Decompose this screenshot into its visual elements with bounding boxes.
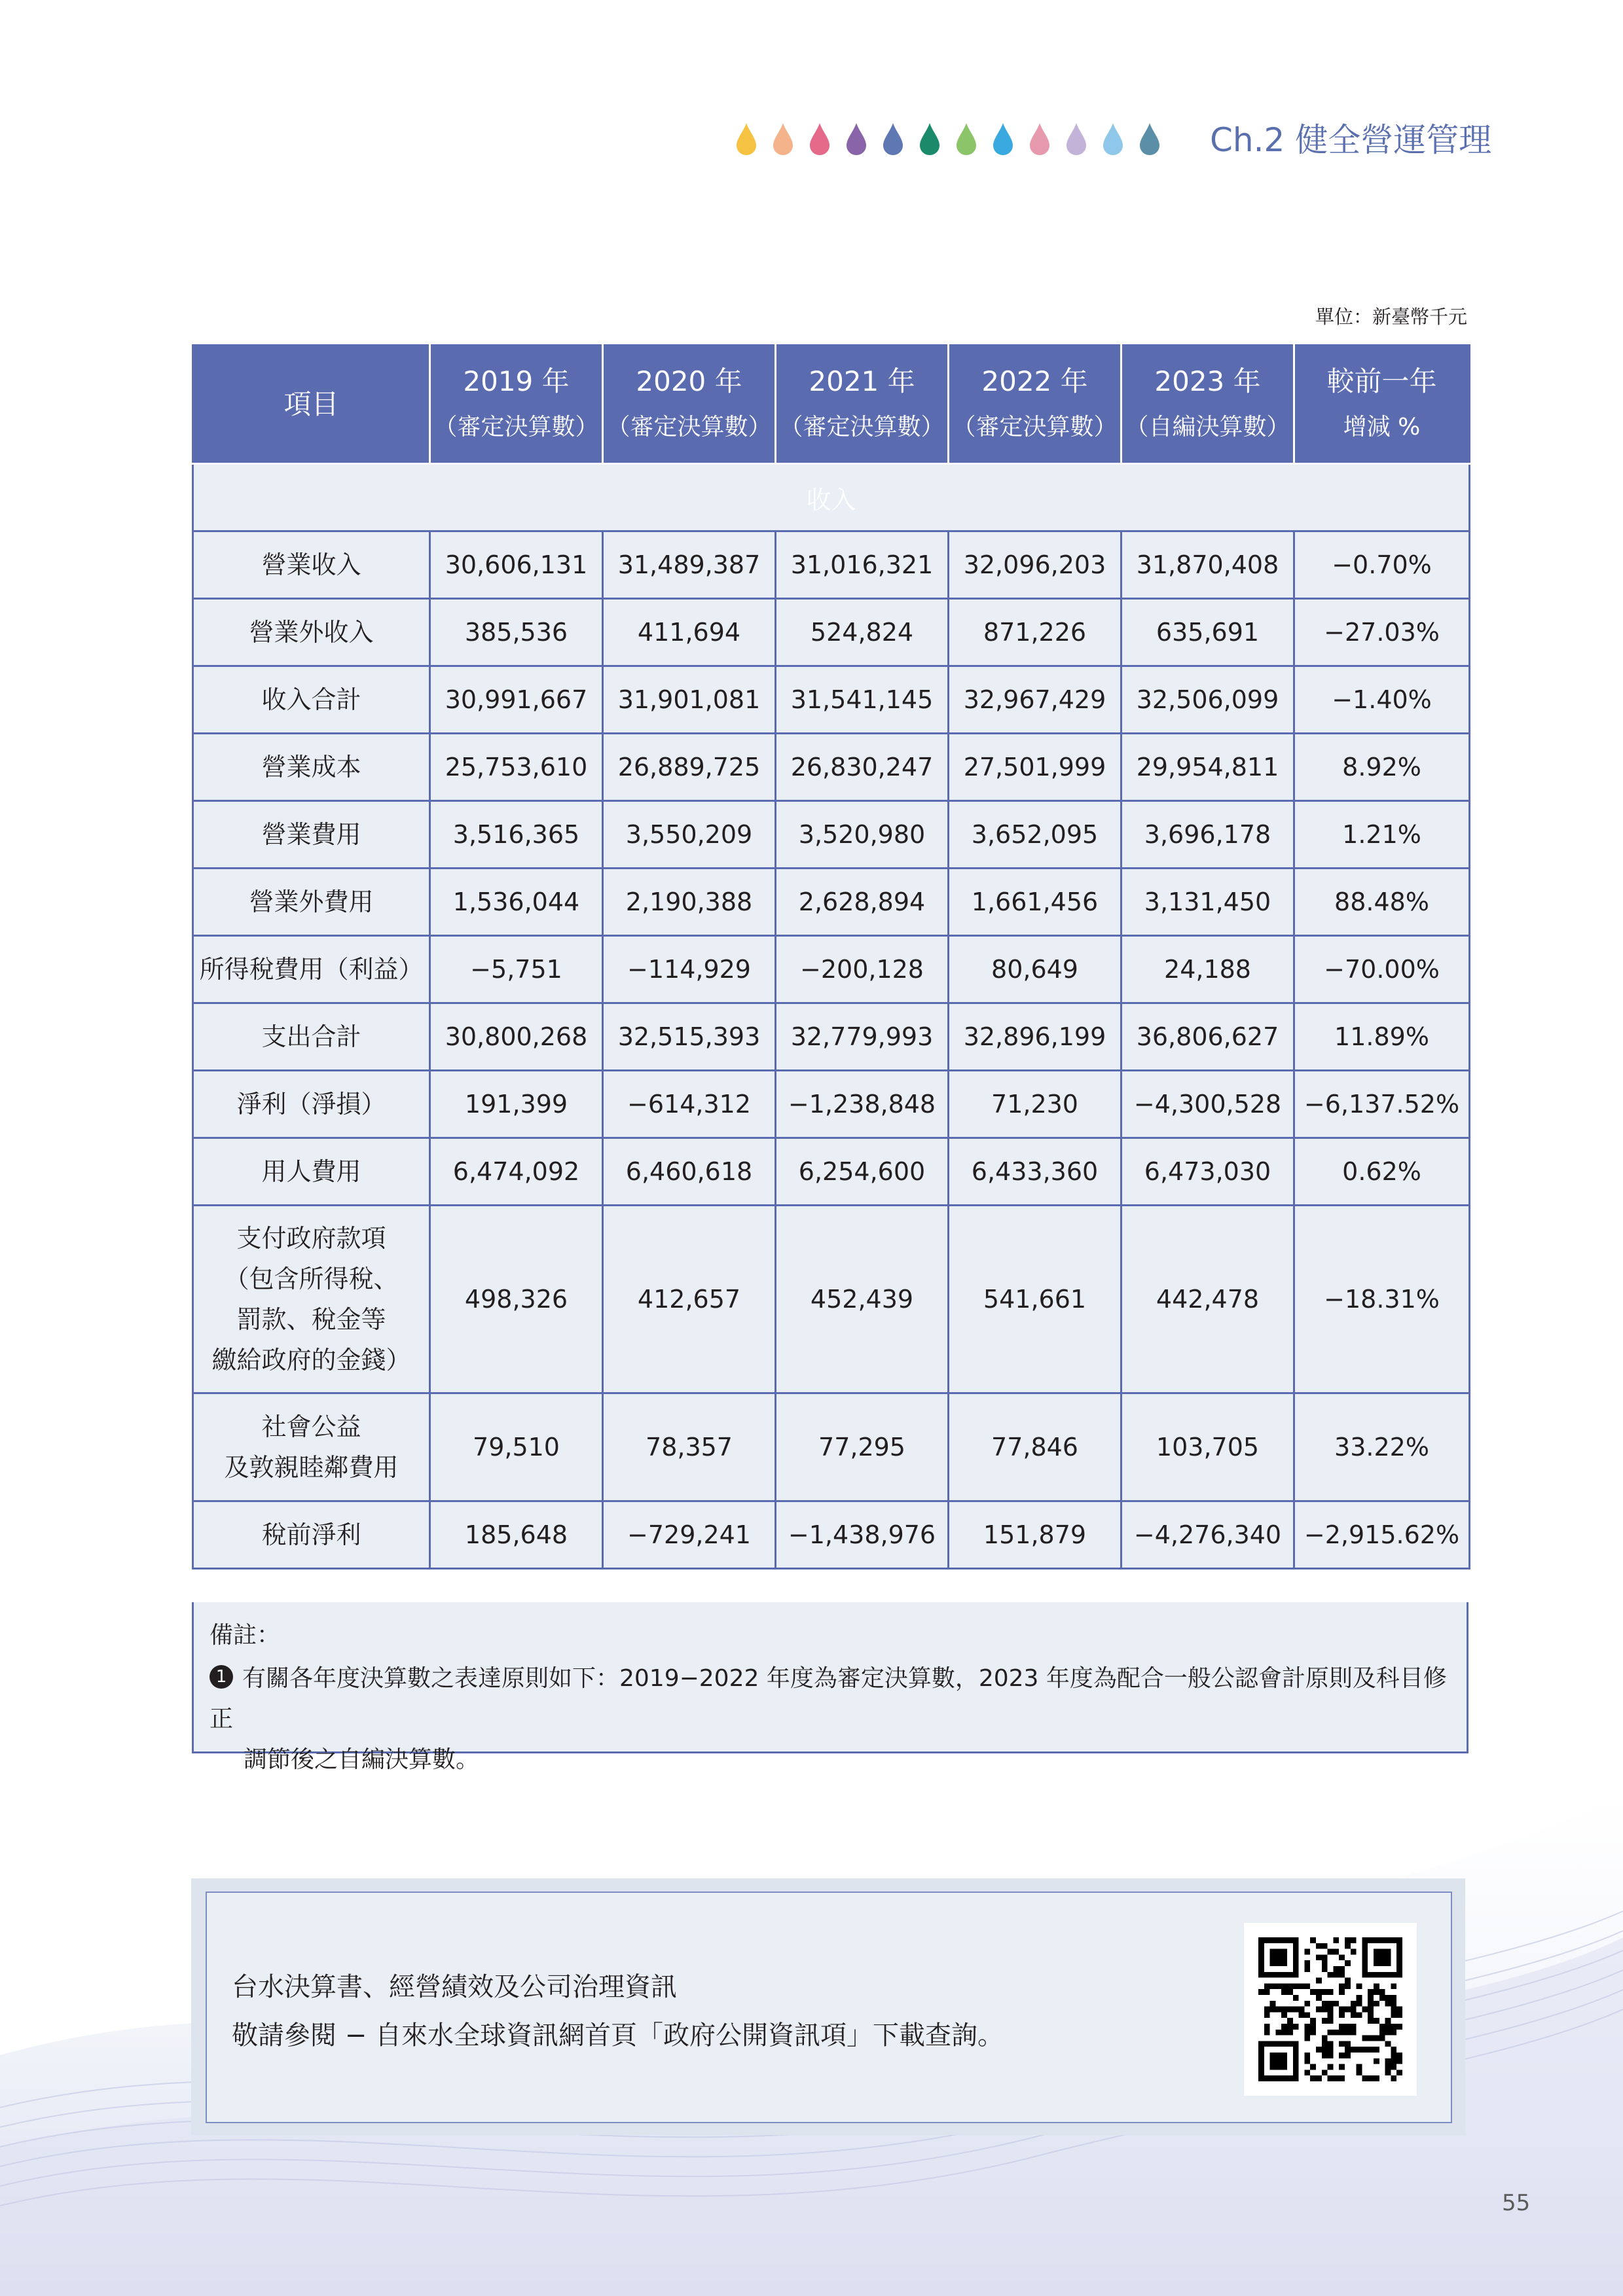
column-header-line1: 2019 年 [463,365,570,397]
row-label [193,869,430,936]
column-header [776,346,949,464]
row-label-line: 及敦親睦鄰費用 [224,1453,399,1482]
water-drop-icon [771,122,795,156]
water-drop-icon [1028,122,1051,156]
water-drop-icon [1101,122,1125,156]
table-cell: 79,510 [430,1393,603,1501]
table-cell: 36,806,627 [1122,1003,1294,1071]
water-drop-icon [1138,122,1161,156]
table-cell: −70.00% [1294,936,1470,1003]
table-cell: 3,520,980 [776,801,949,869]
column-header [603,346,776,464]
table-row [193,869,1470,936]
water-drop-icon [918,122,941,156]
water-drop-icon [1065,122,1088,156]
table-cell: −27.03% [1294,599,1470,666]
table-cell: 1,661,456 [949,869,1122,936]
table-cell: 29,954,811 [1122,734,1294,801]
table-cell: 3,550,209 [603,801,776,869]
table-cell: 31,489,387 [603,531,776,599]
table-cell: 3,652,095 [949,801,1122,869]
table-cell: 871,226 [949,599,1122,666]
table-cell: 524,824 [776,599,949,666]
row-label [193,801,430,869]
table-cell: 3,696,178 [1122,801,1294,869]
water-drop-icon [845,122,868,156]
row-label-line: 收入合計 [261,685,361,714]
qr-code-icon[interactable] [1244,1923,1417,2096]
table-cell: −1.40% [1294,666,1470,734]
row-label [193,1003,430,1071]
column-header [430,346,603,464]
table-cell: −4,276,340 [1122,1501,1294,1569]
table-cell: 385,536 [430,599,603,666]
table-cell: −114,929 [603,936,776,1003]
row-label-line: 罰款、稅金等 [236,1305,386,1334]
table-cell: 1,536,044 [430,869,603,936]
note-text-line1: 有關各年度決算數之表達原則如下：2019−2022 年度為審定決算數，2023 年度為配合一般公認會計原則及科目修正 [210,1665,1447,1732]
row-label-line: 營業費用 [261,820,361,849]
row-label-line: 營業外收入 [249,618,374,647]
notes-title: 備註： [210,1622,281,1649]
row-label [193,1138,430,1206]
water-drop-icon [991,122,1015,156]
table-cell: 2,190,388 [603,869,776,936]
section-row [193,464,1470,531]
table-row [193,599,1470,666]
table-cell: 2,628,894 [776,869,949,936]
table-cell: 33.22% [1294,1393,1470,1501]
table-cell: 31,901,081 [603,666,776,734]
column-header [949,346,1122,464]
table-cell: −6,137.52% [1294,1071,1470,1138]
table-cell: 71,230 [949,1071,1122,1138]
table-row [193,1003,1470,1071]
table-cell: −0.70% [1294,531,1470,599]
column-header [193,346,430,464]
table-cell: 412,657 [603,1206,776,1393]
qr-code-graphic [1258,1937,1402,2081]
info-box [191,1878,1465,2135]
table-cell: 6,474,092 [430,1138,603,1206]
table-cell: 32,967,429 [949,666,1122,734]
column-header-line2: 增減 % [1343,414,1421,440]
table-cell: 30,606,131 [430,531,603,599]
row-label-line: 支出合計 [261,1022,361,1051]
column-header-line2: （審定決算數） [433,414,599,440]
table-cell: −5,751 [430,936,603,1003]
table-cell: 442,478 [1122,1206,1294,1393]
table-cell: 25,753,610 [430,734,603,801]
table-row [193,1393,1470,1501]
info-box-inner [206,1892,1452,2123]
table-cell: 32,506,099 [1122,666,1294,734]
unit-label: 單位：新臺幣千元 [1315,306,1467,328]
row-label [193,936,430,1003]
column-header-line2: （審定決算數） [606,414,772,440]
table-cell: 1.21% [1294,801,1470,869]
table-row [193,666,1470,734]
table-header-row [193,346,1470,464]
column-header-line1: 較前一年 [1326,365,1437,397]
table-row [193,936,1470,1003]
column-header-line1: 2020 年 [636,365,742,397]
chapter-title: Ch.2 健全營運管理 [1210,121,1492,159]
row-label [193,1206,430,1393]
table-cell: 0.62% [1294,1138,1470,1206]
table-cell: 6,473,030 [1122,1138,1294,1206]
row-label [193,734,430,801]
column-header-line1: 2021 年 [809,365,915,397]
column-header-line2: （審定決算數） [952,414,1118,440]
table-cell: 32,896,199 [949,1003,1122,1071]
row-label-line: 營業外費用 [249,888,374,916]
water-drop-icon [735,122,758,156]
column-header-line2: （自編決算數） [1125,414,1290,440]
note-number-icon: 1 [210,1665,233,1689]
table-cell: 6,433,360 [949,1138,1122,1206]
financial-table [192,344,1470,1570]
table-cell: 80,649 [949,936,1122,1003]
info-line-2: 敬請參閱 − 自來水全球資訊網首頁「政府公開資訊項」下載查詢。 [232,2020,1004,2051]
table-cell: 27,501,999 [949,734,1122,801]
table-cell: 103,705 [1122,1393,1294,1501]
note-item [210,1659,1453,1780]
table-row [193,734,1470,801]
table-cell: 32,779,993 [776,1003,949,1071]
column-header-line1: 項目 [283,388,339,420]
table-body [193,464,1470,1569]
info-line-1: 台水決算書、經營績效及公司治理資訊 [232,1972,677,2002]
row-label-line: 支付政府款項 [236,1224,386,1253]
table-cell: −4,300,528 [1122,1071,1294,1138]
color-drops-decoration [735,117,1167,156]
note-text-line2: 調節後之自編決算數。 [244,1746,480,1773]
table-row [193,1071,1470,1138]
table-cell: 635,691 [1122,599,1294,666]
table-row [193,1138,1470,1206]
table-cell: 498,326 [430,1206,603,1393]
page-number: 55 [1502,2190,1531,2216]
table-cell: 452,439 [776,1206,949,1393]
table-cell: 6,460,618 [603,1138,776,1206]
table-cell: 32,096,203 [949,531,1122,599]
table-cell: 31,016,321 [776,531,949,599]
row-label [193,1393,430,1501]
table-cell: 541,661 [949,1206,1122,1393]
row-label [193,1071,430,1138]
water-drop-icon [881,122,905,156]
row-label-line: （包含所得稅、 [224,1265,399,1293]
table-cell: −200,128 [776,936,949,1003]
table-cell: 8.92% [1294,734,1470,801]
table-cell: 30,991,667 [430,666,603,734]
table-row [193,1206,1470,1393]
column-header-line1: 2023 年 [1154,365,1261,397]
water-drop-icon [808,122,831,156]
table-cell: 88.48% [1294,869,1470,936]
row-label-line: 營業收入 [261,550,361,579]
table-cell: 411,694 [603,599,776,666]
row-label-line: 稅前淨利 [261,1520,361,1549]
table-cell: 32,515,393 [603,1003,776,1071]
table-cell: 191,399 [430,1071,603,1138]
table-row [193,801,1470,869]
table-cell: 26,830,247 [776,734,949,801]
table-cell: 6,254,600 [776,1138,949,1206]
column-header-line1: 2022 年 [981,365,1088,397]
column-header-line2: （審定決算數） [779,414,945,440]
table-cell: −614,312 [603,1071,776,1138]
table-cell: 77,846 [949,1393,1122,1501]
table-cell: 11.89% [1294,1003,1470,1071]
table-cell: 185,648 [430,1501,603,1569]
table-cell: 31,870,408 [1122,531,1294,599]
table-cell: 151,879 [949,1501,1122,1569]
table-row [193,531,1470,599]
table-cell: 30,800,268 [430,1003,603,1071]
table-cell: 78,357 [603,1393,776,1501]
column-header [1294,346,1470,464]
table-cell: −18.31% [1294,1206,1470,1393]
row-label-line: 繳給政府的金錢） [211,1346,411,1374]
row-label-line: 淨利（淨損） [236,1090,386,1119]
row-label-line: 用人費用 [261,1157,361,1186]
row-label-line: 所得稅費用（利益） [199,955,424,984]
table-cell: 26,889,725 [603,734,776,801]
row-label-line: 社會公益 [261,1412,361,1441]
table-cell: −1,238,848 [776,1071,949,1138]
table-cell: −1,438,976 [776,1501,949,1569]
row-label [193,1501,430,1569]
table-cell: 24,188 [1122,936,1294,1003]
column-header [1122,346,1294,464]
table-cell: 77,295 [776,1393,949,1501]
row-label [193,599,430,666]
table-cell: −2,915.62% [1294,1501,1470,1569]
table-cell: 3,516,365 [430,801,603,869]
table-cell: −729,241 [603,1501,776,1569]
row-label-line: 營業成本 [261,753,361,781]
row-label [193,666,430,734]
table-row [193,1501,1470,1569]
water-drop-icon [955,122,978,156]
table-cell: 31,541,145 [776,666,949,734]
row-label [193,531,430,599]
section-title: 收入 [193,464,1470,531]
table-cell: 3,131,450 [1122,869,1294,936]
notes-box [192,1602,1468,1773]
